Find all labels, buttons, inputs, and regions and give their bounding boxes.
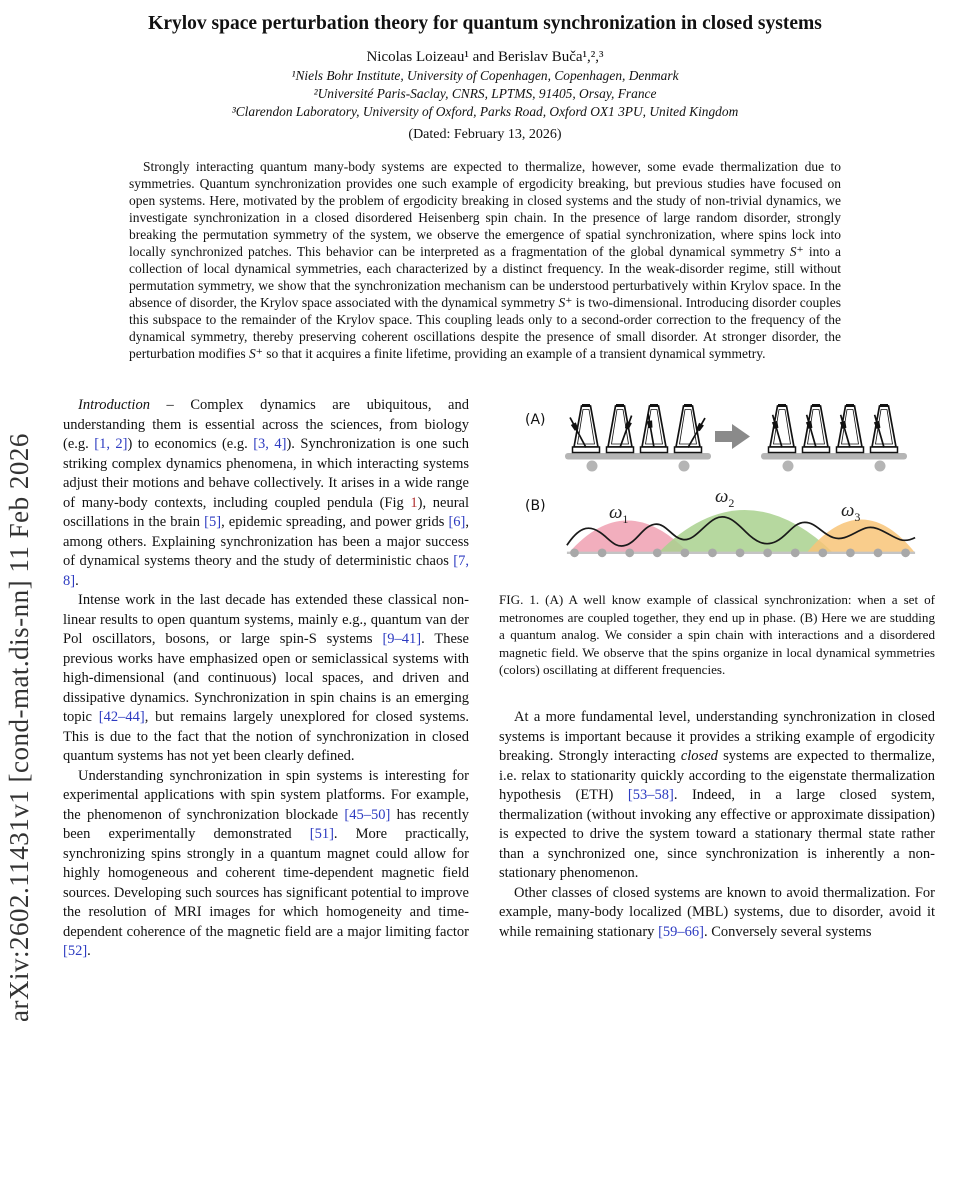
- paper-title: Krylov space perturbation theory for quantum synchronization in closed systems: [148, 13, 822, 34]
- figure-panel-a: [499, 404, 935, 474]
- citation-link[interactable]: [51]: [309, 826, 334, 843]
- wheel-icon: [875, 461, 886, 472]
- omega-1-label: $\omega_1$: [609, 502, 629, 527]
- citation-link[interactable]: [5]: [204, 514, 222, 531]
- date-line: (Dated: February 13, 2026): [408, 127, 562, 143]
- abstract-block: [129, 158, 841, 362]
- intro-paragraph-1: Introduction – Complex dynamics are ubiquitous, and understanding them is essential across the sciences, from biology (e.g. [1, 2]) to economics (e.g. [3, 4]). Synchronization is one such striking complex dynamics phenomena, in which interacting systems adjust their motions and behave collectively. It arises in a wide range of many-body contexts, including coupled pendula (Fig 1), neural oscillations in the brain [5], epidemic spreading, and power grids [6], among others. Explaining synchronization has been a major success of dynamical systems theory and the study of deterministic chaos [7, 8].: [63, 397, 469, 589]
- body-paragraph-5: Other classes of closed systems are known to avoid thermalization. For example, many-body localized (MBL) systems, due to disorder, avoid it while remaining stationary [59–66]. Conversely several systems: [499, 884, 935, 940]
- citation-link[interactable]: [59–66]: [658, 923, 704, 940]
- metronome-icon: [837, 404, 864, 453]
- body-paragraph-4: At a more fundamental level, understanding synchronization in closed systems is important because it provides a striking example of ergodicity breaking. Strongly interacting closed systems are expected to thermalize, i.e. relax to stationarity quickly according to the eigenstate thermalization hypothesis (ETH) [53–58]. Indeed, in a large closed system, thermalization (without invoking any effective or approximate dissipation) is expected to drive the system toward a stationary thermal state rather than a synchronized one, since synchronization is inherently a non-stationary phenomenon.: [499, 709, 936, 882]
- right-column: [499, 396, 935, 962]
- affiliation-3: ³Clarendon Laboratory, University of Oxford, Parks Road, Oxford OX1 3PU, United Kingdom: [231, 104, 739, 120]
- sync-patch-orange: [807, 520, 915, 553]
- citation-link[interactable]: [45–50]: [344, 806, 391, 823]
- metronome-icon: [769, 404, 796, 453]
- wheel-icon: [587, 461, 598, 472]
- citation-link[interactable]: [3, 4]: [253, 436, 287, 453]
- affiliation-1: ¹Niels Bohr Institute, University of Copenhagen, Copenhagen, Denmark: [291, 68, 679, 84]
- authors-line: Nicolas Loizeau¹ and Berislav Buča¹,²,³: [366, 49, 604, 66]
- paper-header: [0, 0, 970, 143]
- platform: [761, 453, 907, 460]
- platform: [565, 453, 711, 460]
- arrow-right-icon: [715, 424, 750, 449]
- metronome-icon: [641, 404, 668, 453]
- metronome-icon: [568, 404, 600, 453]
- figure-1: [499, 404, 935, 678]
- panel-b-label: (B): [525, 498, 546, 515]
- metronome-icon: [871, 404, 898, 453]
- citation-link[interactable]: [7, 8]: [63, 553, 469, 589]
- figure-ref-link[interactable]: 1: [410, 494, 418, 511]
- panel-a-label: (A): [525, 412, 546, 429]
- wheel-icon: [679, 461, 690, 472]
- wheel-icon: [783, 461, 794, 472]
- metronome-icon: [675, 404, 708, 453]
- citation-link[interactable]: [9–41]: [382, 631, 422, 648]
- citation-link[interactable]: [42–44]: [98, 709, 145, 726]
- intro-paragraph-2: Intense work in the last decade has extended these classical non-linear results to open quantum systems, mainly e.g., quantum van der Pol oscillators, bosons, or large spin-S systems [9–41]. These previous works have emphasized open or semiclassical systems with high-dimensional (and continuous) local spaces, and driven and dissipative dynamics. Synchronization in spin chains is an emerging topic [42–44], but remains largely unexplored for closed systems. This is due to the fact that the notion of synchronization in closed quantum systems has not yet been clearly defined.: [63, 592, 469, 765]
- arxiv-watermark: arXiv:2602.11431v1 [cond-mat.dis-nn] 11 Feb 2026: [4, 433, 34, 1022]
- citation-link[interactable]: [6]: [448, 514, 466, 531]
- figure-1-caption: FIG. 1. (A) A well know example of classical synchronization: when a set of metronomes are coupled together, they end up in phase. (B) Here we are studding a quantum analog. We consider a spin chain with interactions and a disordered magnetic field. We observe that the spins organize in local dynamical symmetries (colors) oscillating at different frequencies.: [499, 592, 935, 677]
- abstract-text: Strongly interacting quantum many-body systems are expected to thermalize, however, some evade thermalization due to symmetries. Quantum synchronization provides one such example of ergodicity breaking, but previous studies have focused on open systems. Here, motivated by the problem of ergodicity breaking in closed systems and the study of non-trivial dynamics, we investigate synchronization in a closed disordered Heisenberg spin chain. In the presence of large random disorder, strongly breaking the permutation symmetry of the system, we observe the emergence of spatial synchronization, where spins lock into locally synchronized patches. This behavior can be interpreted as a fragmentation of the global dynamical symmetry S⁺ into a collection of local dynamical symmetries, each characterized by a distinct frequency. In the weak-disorder regime, still without permutation symmetry, we show that the synchronization mechanism can be understood perturbatively within Krylov space. In the absence of disorder, the Krylov space associated with the dynamical symmetry S⁺ is two-dimensional. Introducing disorder couples this subspace to the remainder of the Krylov space. This coupling leads only to a second-order correction to the frequency of the dynamical symmetry, thereby preserving coherent oscillations despite the presence of small disorder. At stronger disorder, the perturbation modifies S⁺ so that it acquires a finite lifetime, providing an example of a transient dynamical symmetry.: [129, 159, 842, 362]
- citation-link[interactable]: [53–58]: [627, 787, 674, 804]
- citation-link[interactable]: [1, 2]: [94, 436, 128, 453]
- two-column-body: [0, 396, 970, 962]
- omega-3-label: $\omega_3$: [841, 500, 861, 525]
- citation-link[interactable]: [52]: [63, 943, 88, 960]
- metronome-icon: [803, 404, 830, 453]
- intro-paragraph-3: Understanding synchronization in spin systems is interesting for experimental applications with spin system platforms. For example, the phenomenon of synchronization blockade [45–50] has recently been experimentally demonstrated [51]. More practically, synchronizing spins strongly in a quantum magnet could allow for highly homogeneous and coherent time-dependent magnetic field sources. Developing such sources has significant potential to improve the resolution of MRI images for which homogeneity and time-dependent coherence of the magnetic field are a major limiting factor [52].: [63, 767, 469, 960]
- spin-chain-figure: [565, 486, 917, 575]
- metronome-icon: [607, 404, 635, 453]
- omega-2-label: $\omega_2$: [715, 486, 735, 511]
- metronomes-illustration: [565, 404, 909, 474]
- figure-panel-b: [499, 486, 935, 575]
- affiliation-2: ²Université Paris-Saclay, CNRS, LPTMS, 91405, Orsay, France: [313, 86, 657, 102]
- left-column: [63, 396, 469, 962]
